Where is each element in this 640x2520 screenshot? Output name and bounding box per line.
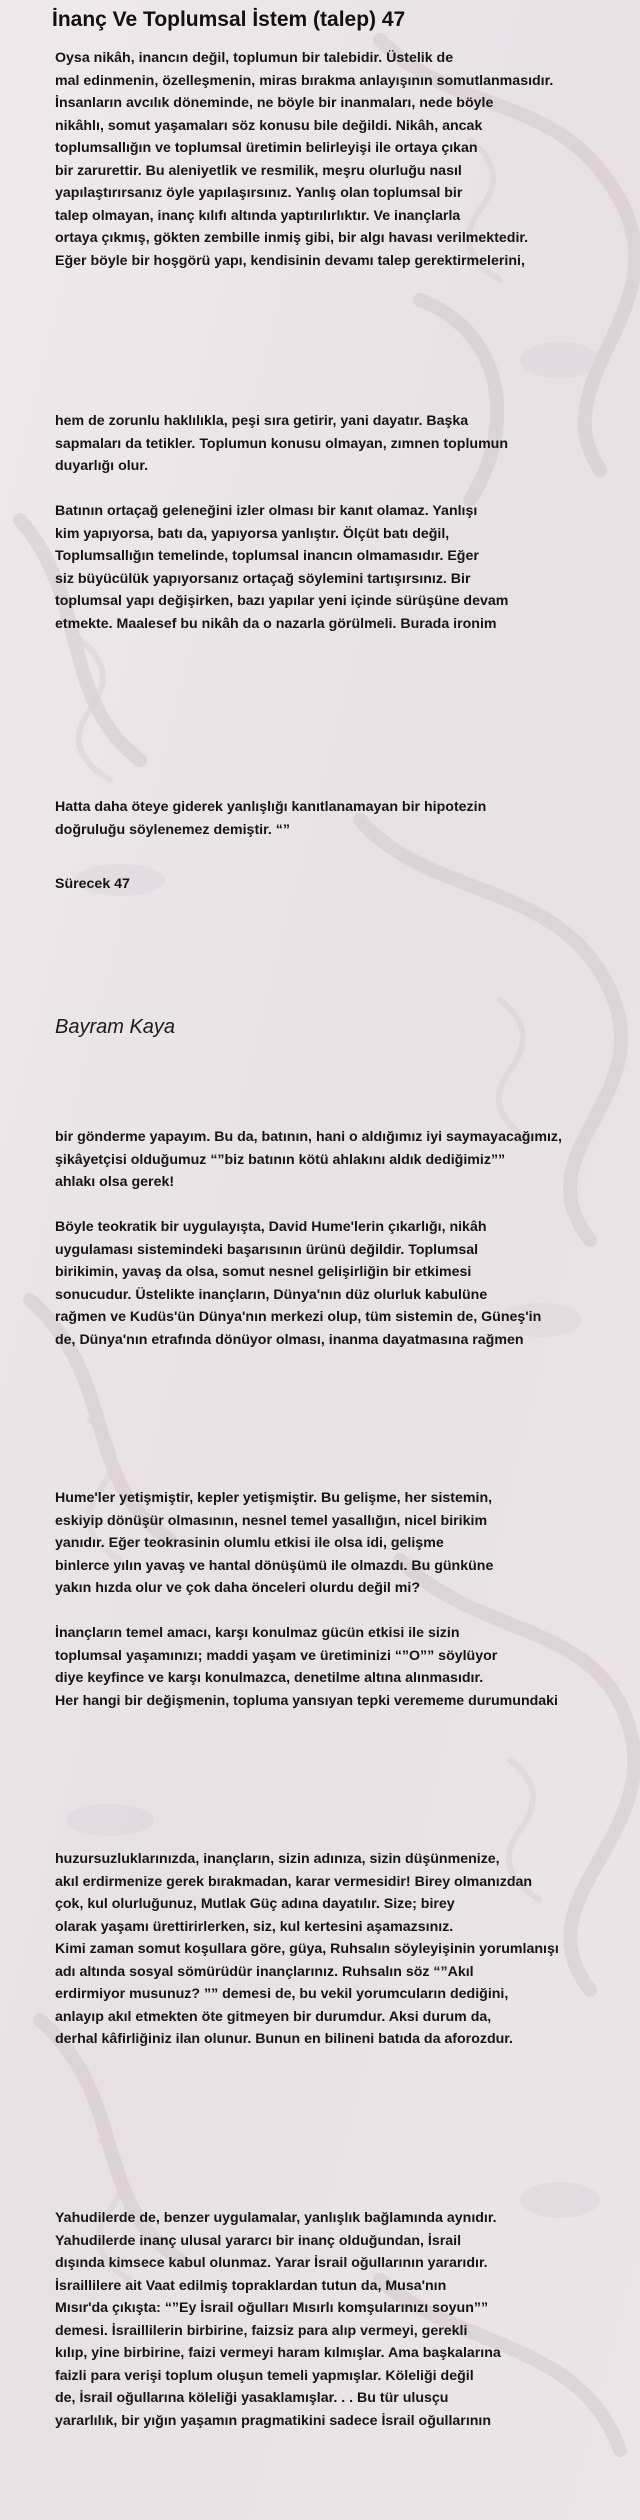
- text-line: sonucudur. Üstelikte inançların, Dünya'nın düz olurluk kabulüne: [55, 1286, 488, 1303]
- text-line: eskiyip dönüşür olmasının, nesnel temel yasallığın, nicel birikim: [55, 1512, 488, 1529]
- continued-label: Sürecek 47: [55, 876, 130, 892]
- text-line: İnançların temel amacı, karşı konulmaz gücün etkisi ile sizin: [55, 1625, 460, 1641]
- text-line: bir gönderme yapayım. Bu da, batının, hani o aldığımız iyi saymayacağımız,: [55, 1129, 562, 1145]
- text-line: talep olmayan, inanç kılıfı altında yaptırılırlıktır. Ve inançlarla: [55, 207, 461, 224]
- text-line: adı altında sosyal sömürüdür inançlarınız. Ruhsalın söz “”Akıl: [55, 1963, 474, 1980]
- text-line: Yahudilerde de, benzer uygulamalar, yanlışlık bağlamında aynıdır.: [55, 2210, 497, 2226]
- text-line: nikâhlı, somut yaşamaları söz konusu bile değildi. Nikâh, ancak: [55, 117, 483, 134]
- text-line: birikimin, yavaş da olsa, somut nesnel gelişirliğin bir etkimesi: [55, 1264, 472, 1280]
- article-title: İnanç Ve Toplumsal İstem (talep) 47: [52, 8, 406, 31]
- text-line: rağmen ve Kudüs'ün Dünya'nın merkezi olup, tüm sistemin de, Güneş'in: [55, 1309, 542, 1325]
- text-line: derhal kâfirliğiniz ilan olunur. Bunun en bilineni batıda da aforozdur.: [55, 2031, 513, 2047]
- text-line: faizli para verişi toplum oluşun temeli yapmışlar. Köleliği değil: [55, 2367, 474, 2384]
- text-line: İsraillilere ait Vaat edilmiş topraklardan tutun da, Musa'nın: [55, 2277, 447, 2294]
- text-line: ahlakı olsa gerek!: [55, 1174, 175, 1190]
- text-line: de, İsrail oğullarına köleliği yasaklamışlar. . . Bu tür ulusçu: [55, 2390, 449, 2406]
- text-line: duyarlığı olur.: [55, 458, 149, 474]
- text-line: diye keyfince ve karşı konulmazca, denetilme altına alınmasıdır.: [55, 1670, 484, 1686]
- text-line: bir zarurettir. Bu aleniyetlik ve resmilik, meşru olurluğu nasıl: [55, 162, 462, 179]
- text-line: yanıdır. Eğer teokrasinin olumlu etkisi ile olsa idi, gelişme: [55, 1535, 444, 1551]
- paragraph-block-5: [55, 1487, 640, 1712]
- text-line: toplumsal yapı değişirken, bazı yapılar yeni içinde sürüşüne devam: [55, 593, 509, 609]
- text-line: Hume'ler yetişmiştir, kepler yetişmiştir. Bu gelişme, her sistemin,: [55, 1490, 493, 1506]
- author-byline: Bayram Kaya: [55, 1016, 176, 1038]
- text-line: demesi. İsraillilerin birbirine, faizsiz para alıp vermeyi, gerekli: [55, 2322, 468, 2339]
- text-line: Batının ortaçağ geleneğini izler olması bir kanıt olamaz. Yanlışı: [55, 503, 478, 519]
- text-line: huzursuzluklarınızda, inançların, sizin adınıza, sizin düşünmenize,: [55, 1851, 500, 1867]
- text-line: olarak yaşamı ürettirirlerken, siz, kul kertesini aşamazsınız.: [55, 1918, 454, 1935]
- text-line: kim yapıyorsa, batı da, yapıyorsa yanlıştır. Ölçüt batı değil,: [55, 525, 450, 542]
- text-line: de, Dünya'nın etrafında dönüyor olması, inanma dayatmasına rağmen: [55, 1331, 524, 1348]
- text-line: yapılaştırırsanız öyle yapılaşırsınız. Yanlış olan toplumsal bir: [55, 185, 463, 201]
- continued-note: [55, 873, 640, 896]
- paragraph-break: [55, 1600, 640, 1623]
- text-line: Kimi zaman somut koşullara göre, güya, Ruhsalın söyleyişinin yorumlanışı: [55, 1941, 559, 1957]
- text-line: Yahudilerde inanç ulusal yararcı bir inanç olduğundan, İsrail: [55, 2232, 462, 2249]
- text-line: anlayıp akıl etmekten öte gitmeyen bir durumdur. Aksi durum da,: [55, 2008, 492, 2025]
- paragraph-block-7: [55, 2207, 640, 2432]
- text-line: erdirmiyor musunuz? ”” demesi de, bu vekil yorumcuların dediğini,: [55, 1986, 509, 2002]
- text-line: uygulaması sistemindeki başarısının ürünü değildir. Toplumsal: [55, 1241, 479, 1258]
- text-line: dışında kimsece kabul olunmaz. Yarar İsrail oğullarının yararıdır.: [55, 2255, 488, 2271]
- text-line: şikâyetçisi olduğumuz “”biz batının kötü ahlakını aldık dediğimiz””: [55, 1151, 506, 1168]
- paragraph-block-3: [55, 796, 640, 841]
- text-line: toplumsal yaşamınızı; maddi yaşam ve üretiminizi “”O”” söylüyor: [55, 1647, 498, 1664]
- text-line: yakın hızda olur ve çok daha önceleri olurdu değil mi?: [55, 1580, 421, 1596]
- text-line: mal edinmenin, özelleşmenin, miras bırakma anlayışının somutlanmasıdır.: [55, 72, 554, 89]
- text-line: ortaya çıkmış, gökten zembille inmiş gibi, bir algı havası verilmektedir.: [55, 230, 529, 246]
- paragraph-block-4: [55, 1126, 640, 1351]
- text-line: Her hangi bir değişmenin, topluma yansıyan tepki verememe durumundaki: [55, 1692, 558, 1709]
- text-line: çok, kul olurluğunuz, Mutlak Güç adına dayatılır. Size; birey: [55, 1896, 455, 1912]
- text-line: Hatta daha öteye giderek yanlışlığı kanıtlanamayan bir hipotezin: [55, 799, 487, 815]
- text-line: İnsanların avcılık döneminde, ne böyle bir inanmaları, nede böyle: [55, 95, 494, 111]
- text-line: akıl erdirmenize gerek bırakmadan, karar vermesidir! Birey olmanızdan: [55, 1873, 533, 1890]
- text-line: doğruluğu söylenemez demiştir. “”: [55, 821, 290, 838]
- paragraph-block-1: [55, 47, 640, 272]
- text-line: etmekte. Maalesef bu nikâh da o nazarla görülmeli. Burada ironim: [55, 615, 497, 632]
- text-line: toplumsallığın ve toplumsal üretimin belirleyişi ile ortaya çıkan: [55, 140, 478, 156]
- paragraph-break: [55, 1194, 640, 1217]
- text-line: Böyle teokratik bir uygulayışta, David Hume'lerin çıkarlığı, nikâh: [55, 1219, 487, 1235]
- text-line: Mısır'da çıkışta: “”Ey İsrail oğulları Mısırlı komşularınızı soyun””: [55, 2300, 489, 2316]
- text-line: sapmaları da tetikler. Toplumun konusu olmayan, zımnen toplumun: [55, 435, 509, 452]
- paragraph-block-2: [55, 410, 640, 635]
- text-line: kılıp, yine birbirine, faizi vermeyi haram kılmışlar. Ama başkalarına: [55, 2345, 501, 2361]
- paragraph-block-6: [55, 1848, 640, 2051]
- text-line: Oysa nikâh, inancın değil, toplumun bir talebidir. Üstelik de: [55, 50, 454, 66]
- text-line: Toplumsallığın temelinde, toplumsal inancın olmamasıdır. Eğer: [55, 548, 479, 564]
- text-line: yararlılık, bir yığın yaşamın pragmatikini sadece İsrail oğullarının: [55, 2412, 492, 2429]
- text-line: hem de zorunlu haklılıkla, peşi sıra getirir, yani dayatır. Başka: [55, 413, 469, 429]
- paragraph-break: [55, 478, 640, 501]
- text-line: binlerce yılın yavaş ve hantal dönüşümü ile olmazdı. Bu günküne: [55, 1557, 494, 1574]
- text-line: siz büyücülük yapıyorsanız ortaçağ söylemini tartışırsınız. Bir: [55, 570, 471, 587]
- text-line: Eğer böyle bir hoşgörü yapı, kendisinin devamı talep gerektirmelerini,: [55, 252, 525, 269]
